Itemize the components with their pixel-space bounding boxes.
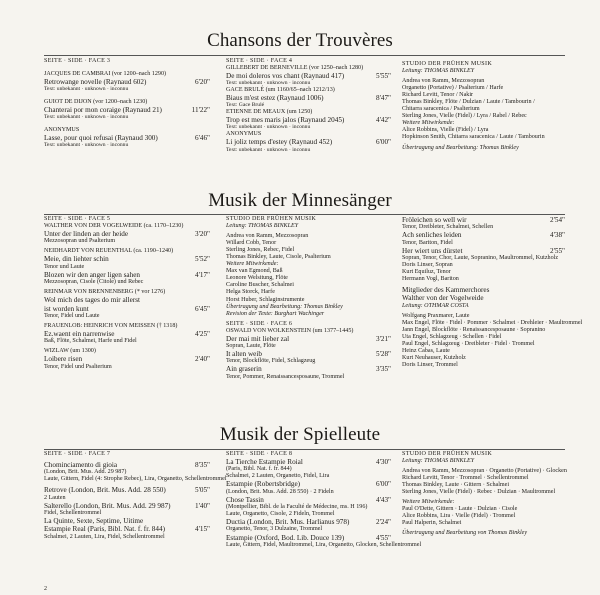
text-line [226, 216, 391, 223]
line-text: Paul O'Dette, Gittern · Laute · Dulzian · Cisole [402, 506, 518, 513]
text-line [402, 341, 565, 348]
track-title: Chose Tassin [226, 495, 264, 504]
track-duration: 5'05" [194, 486, 210, 495]
line-text: Uta Engel, Schlagzeug · Schellen · Fidel [402, 333, 502, 340]
line-text: Tenor, Bariton, Fidel [402, 239, 453, 246]
text-line [402, 475, 565, 482]
line-text: Text: unbekannt · unknown · inconnu [44, 114, 129, 121]
text-line [402, 113, 565, 120]
track-title: La Tierche Estampie Roial [226, 458, 303, 467]
line-text: Doris Linser, Sopran [402, 262, 453, 269]
line-text: ANONYMUS [44, 127, 80, 134]
text-line [226, 526, 391, 533]
track-line [226, 138, 391, 146]
line-text: Leitung: THOMAS BINKLEY [402, 458, 475, 465]
line-text: Max van Egmond, Baß [226, 268, 283, 275]
column-ensemble-3 [402, 451, 565, 538]
line-text: REINMAR VON BRENNENBERG (* vor 1276) [44, 289, 166, 296]
track-line [44, 134, 210, 142]
line-text: GACE BRULÉ (um 1160/65–nach 1212/13) [226, 87, 335, 94]
line-text: Walther von der Vogelweide [402, 294, 484, 303]
track-title: Loibere risen [44, 355, 83, 364]
text-line [44, 296, 210, 304]
line-text: Chitarra saracenica / Psalterium [402, 106, 480, 113]
track-duration: 1'40" [194, 501, 210, 510]
text-line [402, 224, 565, 231]
line-text: Schalmei, 2 Lauten, Lira, Fidel, Schellentrommel [44, 533, 165, 540]
text-line [402, 61, 565, 68]
text-line [402, 99, 565, 106]
line-text: Text: unbekannt · unknown · inconnu [226, 146, 311, 153]
line-text: Andrea von Ramm, Mezzosopran · Organetto (Portative) · Glocken [402, 468, 567, 475]
track-duration: 8'35" [194, 461, 210, 470]
track-title: Chominciamento di gioia [44, 461, 118, 470]
line-text: FRAUENLOB: HEINRICH VON MEISSEN († 1318) [44, 322, 178, 329]
track-duration: 4'42" [375, 116, 391, 125]
text-line [44, 476, 227, 483]
line-text: Text: Gace Brulé [226, 102, 265, 109]
track-line [402, 231, 565, 239]
line-text: Heinz Cabas, Laute [402, 348, 450, 355]
text-line [402, 327, 565, 334]
line-text: La Quinte, Sexte, Septime, Uitime [44, 517, 144, 526]
line-text: Fidel, Schellentrommel [44, 510, 102, 517]
line-text: Tenor, Dreibleter, Schalmei, Schellen [402, 224, 494, 231]
track-duration: 4'25" [194, 329, 210, 338]
track-line [44, 355, 210, 363]
column-ensemble-1 [402, 58, 565, 152]
line-text: (Montpellier, Bibl. de la Faculté de Médecine, ms. H 196) [226, 504, 368, 511]
section-title-spielleute: Musik der Spielleute [219, 424, 381, 445]
text-line [402, 520, 565, 527]
section-title-minnesaenger: Musik der Minnesänger [208, 190, 392, 211]
track-title: Trop est mes maris jalos (Raynaud 2045) [226, 116, 345, 125]
track-duration: 5'52" [194, 255, 210, 264]
track-duration: 2'40" [194, 355, 210, 364]
text-line [402, 269, 565, 276]
line-text: Wol mich des tages do mir allerst [44, 296, 141, 305]
text-line [226, 343, 391, 350]
track-line [44, 230, 210, 238]
line-text: Jann Engel, Blockflöte · Renaissancesposaune · Sopranino [402, 326, 546, 333]
text-line [402, 255, 565, 262]
line-text: Hermann Vogl, Bariton [402, 276, 459, 283]
line-text: NEIDHARDT VON REUENTHAL (ca. 1190–1240) [44, 248, 174, 255]
text-line [402, 362, 565, 369]
text-line [44, 534, 210, 541]
text-line [44, 289, 210, 296]
text-line [226, 247, 391, 254]
column-face-8 [226, 451, 422, 549]
track-title: Meie, din liehter schin [44, 255, 109, 264]
track-line [44, 106, 210, 114]
text-line [226, 451, 391, 458]
track-duration: 4'17" [194, 270, 210, 279]
text-line [44, 114, 210, 121]
track-title: Salterello (London, Brit. Mus. Add. 29 987) [44, 501, 171, 510]
track-line [44, 271, 210, 279]
line-text: Übertragung und Bearbeitung von Thomas Binkley [402, 530, 528, 537]
line-text: Text: unbekannt · unknown · inconnu [226, 80, 311, 87]
section-divider [44, 449, 565, 450]
text-line [44, 58, 210, 65]
track-duration: 3'35" [375, 365, 391, 374]
line-text: Tenor, Pommer, Renaissancesposaune, Trommel [226, 373, 345, 380]
text-line [402, 286, 565, 294]
section-title-trouveres: Chansons der Trouvères [207, 30, 393, 51]
line-text: JACQUES DE CAMBRAI (vor 1200–nach 1290) [44, 71, 167, 78]
text-line [226, 374, 391, 381]
text-line [402, 303, 565, 310]
track-duration: 4'15" [194, 525, 210, 534]
column-face-7 [44, 451, 227, 541]
text-line [402, 468, 565, 475]
line-text: WALTHER VON DER VOGELWEIDE (ca. 1170–1230) [44, 223, 184, 230]
track-duration: 6'20" [194, 78, 210, 87]
text-line [402, 134, 565, 141]
line-text: 2 Lauten [44, 494, 66, 501]
text-line [226, 58, 391, 65]
text-line [226, 504, 391, 511]
track-line [226, 116, 391, 124]
track-title: Estampie (Robertsbridge) [226, 480, 301, 489]
line-text: SEITE · SIDE · FACE 5 [44, 216, 111, 222]
line-text: Laute, Organetto, Cisole, 2 Fideln, Trommel [226, 511, 335, 518]
track-title: Lasse, pour quoi refusai (Raynaud 300) [44, 134, 158, 143]
text-line [44, 451, 210, 458]
text-line [44, 86, 210, 93]
text-line [226, 254, 391, 261]
track-title: Chanterai por mon coraige (Raynaud 21) [44, 106, 162, 115]
line-text: WIZLAW (um 1300) [44, 348, 96, 355]
track-title: Estampie Real (Paris, Bibl. Nat. f. fr. 844) [44, 525, 165, 534]
line-text: Mezzosopran und Psalterium [44, 238, 116, 245]
text-line [402, 458, 565, 465]
text-line [402, 334, 565, 341]
line-text: SEITE · SIDE · FACE 7 [44, 451, 111, 457]
line-text: Sopran, Tenor, Chor, Laute, Sopranino, Maultrommel, Kutzholz [402, 254, 559, 261]
line-text: Revision der Texte: Burghart Wachinger [226, 310, 325, 317]
line-text: Richard Levitt, Tenor · Trommel · Schellentrommel [402, 475, 529, 482]
column-face-3 [44, 58, 210, 149]
track-title: Biaus m'est estez (Raynaud 1006) [226, 94, 324, 103]
text-line [44, 264, 210, 271]
track-duration: 6'00" [375, 138, 391, 147]
track-duration: 2'24" [375, 518, 391, 527]
text-line [226, 511, 391, 518]
track-line [44, 305, 210, 313]
line-text: ANONYMUS [226, 131, 262, 138]
line-text: Kurt Equiluz, Tenor [402, 269, 451, 276]
line-text: Weitere Mitwirkende: [226, 261, 279, 268]
text-line [44, 323, 210, 330]
line-text: Leitung: THOMAS BINKLEY [226, 223, 299, 230]
text-line [402, 262, 565, 269]
line-text: Richard Levitt, Tenor / Nakir [402, 92, 474, 99]
column-face-5 [44, 216, 210, 371]
track-line [402, 216, 565, 224]
line-text: Andrea von Ramm, Mezzosopran [402, 78, 485, 85]
line-text: Organetto (Portative) / Psalterium / Harfe [402, 85, 504, 92]
track-line [44, 486, 210, 494]
track-duration: 3'21" [375, 334, 391, 343]
text-line [226, 321, 391, 328]
text-line [402, 530, 565, 537]
text-line [226, 131, 391, 138]
track-line [226, 534, 391, 542]
text-line [226, 304, 391, 311]
line-text: Text: unbekannt · unknown · inconnu [226, 124, 311, 131]
line-text: Hopkinson Smith, Chitarra saracenica / Laute / Tambourin [402, 134, 545, 141]
track-title: Ain graserin [226, 365, 262, 374]
line-text: (London, Brit. Mus. Add. 29 987) [44, 469, 127, 476]
text-line [44, 495, 210, 502]
line-text: Weitere Mitwirkende: [402, 499, 455, 506]
text-line [226, 87, 391, 94]
line-text: Paul Halperin, Schalmei [402, 520, 462, 527]
text-line [402, 355, 565, 362]
track-title: Ductia (London, Brit. Mus. Harlianus 978) [226, 518, 350, 527]
track-duration: 11'22" [191, 106, 210, 115]
line-text: GILLEBERT DE BERNEVILLE (vor 1250–nach 1280) [226, 65, 364, 72]
line-text: Alice Robbins, Vielle (Fidel) / Lyra [402, 127, 489, 134]
line-text: Paul Engel, Schlagzeug · Dreibleter · Fidel · Trommel [402, 341, 535, 347]
line-text: Übertragung und Bearbeitung: Thomas Binkley [402, 144, 519, 151]
text-line [44, 216, 210, 223]
text-line [226, 466, 391, 473]
line-text: Tenor, Fidel und Psalterium [44, 363, 112, 370]
line-text: Alice Robbins, Lira · Vielle (Fidel) · Trommel [402, 513, 516, 520]
text-line [44, 279, 210, 286]
column-oswald-cont [402, 216, 583, 369]
line-text: Thomas Binkley, Laute · Gittern · Schalmei [402, 482, 510, 489]
track-title: Unter der linden an der heide [44, 230, 129, 239]
section-divider [44, 214, 565, 215]
track-line [44, 78, 210, 86]
line-text: Leitung: THOMAS BINKLEY [402, 68, 475, 75]
text-line [402, 319, 583, 327]
line-text: Schalmei, 2 Lauten, Organetto, Fidel, Lira [226, 473, 330, 480]
line-text: Leonore Welsitung, Flöte [226, 275, 288, 282]
text-line [226, 289, 391, 296]
track-duration: 5'55" [375, 72, 391, 81]
line-text: Doris Linser, Trommel [402, 362, 458, 369]
line-text: Mezzosopran, Cisole (Citole) und Rebec [44, 279, 144, 286]
track-duration: 6'45" [194, 304, 210, 313]
text-line [226, 297, 391, 304]
line-text: Thomas Binkley, Laute, Cisole, Psalterium [226, 254, 331, 261]
text-line [44, 127, 210, 134]
text-line [226, 147, 391, 154]
track-line [226, 335, 391, 343]
text-line [402, 145, 565, 152]
line-text: STUDIO DER FRÜHEN MUSIK [226, 216, 317, 222]
text-line [226, 473, 391, 480]
track-duration: 8'47" [375, 94, 391, 103]
line-text: Sterling Jones, Vielle (Fidel) / Lyra / Rabel / Rebec [402, 113, 527, 120]
track-line [226, 365, 391, 373]
track-title: Retrove (London, Brit. Mus. Add. 28 550) [44, 486, 166, 495]
line-text: SEITE · SIDE · FACE 6 [226, 320, 293, 327]
line-text: STUDIO DER FRÜHEN MUSIK [402, 61, 493, 67]
text-line [44, 99, 210, 106]
track-line [44, 525, 210, 533]
line-text: Tenor, Fidel und Laute [44, 312, 100, 319]
line-text: Thomas Binkley, Flöte / Dulzian / Laute / Tambourin / [402, 99, 535, 106]
text-line [402, 499, 565, 506]
line-text: SEITE · SIDE · FACE 8 [226, 451, 293, 457]
text-line [402, 489, 565, 496]
text-line [44, 238, 210, 245]
line-text: OSWALD VON WOLKENSTEIN (um 1377–1445) [226, 327, 354, 334]
track-line [226, 72, 391, 80]
track-duration: 5'28" [375, 350, 391, 359]
line-text: Weitere Mitwirkende: [402, 120, 455, 127]
text-line [226, 328, 391, 335]
line-text: Laute, Gittern, Fidel (4: Strophe Rebec), Lira, Organetto, Schellentrommel [44, 476, 227, 483]
text-line [226, 240, 391, 247]
line-text: SEITE · SIDE · FACE 3 [44, 58, 111, 64]
line-text: Kurt Neuhauser, Kutzholz [402, 355, 466, 362]
line-text: Text: unbekannt · unknown · inconnu [44, 86, 129, 93]
text-line [44, 248, 210, 255]
track-title: Ez.waent ein narrenwise [44, 329, 115, 338]
track-duration: 6'46" [194, 134, 210, 143]
text-line [226, 223, 391, 230]
line-text: Willard Cobb, Tenor [226, 240, 277, 247]
line-text: Tenor und Laute [44, 263, 85, 270]
page-number: 2 [44, 586, 47, 592]
line-text: Horst Huber, Schlaginstrumente [226, 296, 305, 303]
line-text: Laute, Gittern, Fidel, Maultrommel, Lira, Organetto, Glocken, Schellentrommel [226, 541, 422, 548]
track-title: Blozen wir den anger ligen sahen [44, 270, 140, 279]
line-text: Mitglieder des Kammerchores [402, 286, 490, 295]
line-text: Leitung: OTHMAR COSTA [402, 302, 469, 309]
track-title: Ach senliches leiden [402, 231, 462, 240]
text-line [44, 223, 210, 230]
text-line [402, 240, 565, 247]
text-line [226, 358, 391, 365]
track-title: Der mai mit lieber zal [226, 334, 290, 343]
column-face-4 [226, 58, 391, 153]
track-duration: 4'43" [375, 495, 391, 504]
track-line [226, 518, 391, 526]
text-line [44, 364, 210, 371]
track-line [226, 94, 391, 102]
text-line [402, 85, 565, 92]
text-line [226, 65, 391, 72]
track-title: It alten weib [226, 350, 262, 359]
text-line [226, 275, 391, 282]
track-title: ist worden kunt [44, 304, 89, 313]
track-title: Estampie (Oxford, Bod. Lib. Douce 139) [226, 533, 345, 542]
text-line [226, 124, 391, 131]
line-text: Andrea von Ramm, Mezzosopran [226, 233, 309, 240]
text-line [44, 313, 210, 320]
text-line [226, 109, 391, 116]
line-text: (Paris, Bibl. Nat. f. fr. 844) [226, 466, 292, 473]
text-line [44, 142, 210, 149]
line-text: Sopran, Laute, Flöte [226, 343, 276, 350]
text-line [402, 451, 565, 458]
track-title: Li joliz temps d'estey (Raynaud 452) [226, 138, 333, 147]
track-line [402, 247, 565, 255]
track-title: Retrowange novelle (Raynaud 602) [44, 78, 147, 87]
line-text: Tenor, Blockflöte, Fidel, Schlagzeug [226, 358, 316, 365]
text-line [402, 127, 565, 134]
column-ensemble-2-face-6 [226, 216, 391, 381]
track-duration: 4'55" [375, 533, 391, 542]
line-text: Sterling Jones, Rebec, Fidel [226, 247, 295, 254]
line-text: Caroline Buscher, Schalmei [226, 282, 294, 289]
line-text: Organetto, Tenor, 3 Dulzaine, Trommel [226, 526, 323, 533]
line-text: Wolfgang Praxmarer, Laute [402, 312, 470, 319]
track-line [44, 255, 210, 263]
track-line [44, 330, 210, 338]
line-text: (London, Brit. Mus. Add. 28 550) · 2 Fideln [226, 488, 334, 495]
track-title: Her wiert uns dürstet [402, 246, 463, 255]
line-text: GUIOT DE DIJON (vor 1200–nach 1230) [44, 99, 148, 106]
text-line [44, 510, 210, 517]
track-duration: 2'54" [549, 216, 565, 224]
text-line [44, 517, 210, 525]
track-line [226, 480, 391, 488]
text-line [226, 489, 391, 496]
text-line [226, 233, 391, 240]
text-line [402, 348, 565, 355]
track-duration: 3'20" [194, 230, 210, 239]
track-title: Fröleichen so well wir [402, 216, 467, 224]
line-text: Übertragung und Bearbeitung: Thomas Binkley [226, 303, 343, 310]
track-duration: 4'38" [549, 231, 565, 240]
text-line [402, 513, 565, 520]
line-text: Helga Storck, Harfe [226, 289, 275, 296]
section-divider [44, 55, 565, 56]
line-text: Baß, Flöte, Schalmei, Harfe und Fidel [44, 338, 137, 345]
text-line [226, 268, 391, 275]
track-duration: 6'00" [375, 480, 391, 489]
text-line [402, 294, 565, 302]
track-line [226, 496, 391, 504]
text-line [402, 276, 565, 283]
track-title: De moi doleros vos chant (Raynaud 417) [226, 72, 345, 81]
line-text: ETIENNE DE MEAUX (um 1250) [226, 109, 313, 116]
track-duration: 2'55" [549, 246, 565, 255]
line-text: Text: unbekannt · unknown · inconnu [44, 142, 129, 149]
line-text: Max Engel, Flöte · Fidel · Pommer · Schalmei · Drehleier · Maultrommel [402, 319, 583, 326]
text-line [44, 338, 210, 345]
text-line [402, 92, 565, 99]
text-line [402, 313, 565, 320]
line-text: STUDIO DER FRÜHEN MUSIK [402, 451, 493, 457]
track-duration: 4'30" [375, 458, 391, 467]
text-line [226, 311, 391, 318]
line-text: SEITE · SIDE · FACE 4 [226, 58, 293, 64]
text-line [44, 348, 210, 355]
text-line [402, 68, 565, 75]
track-line [44, 502, 210, 510]
text-line [226, 541, 422, 549]
text-line [44, 71, 210, 78]
line-text: Sterling Jones, Vielle (Fidel) · Rebec · Dulzian · Maultrommel [402, 489, 556, 496]
